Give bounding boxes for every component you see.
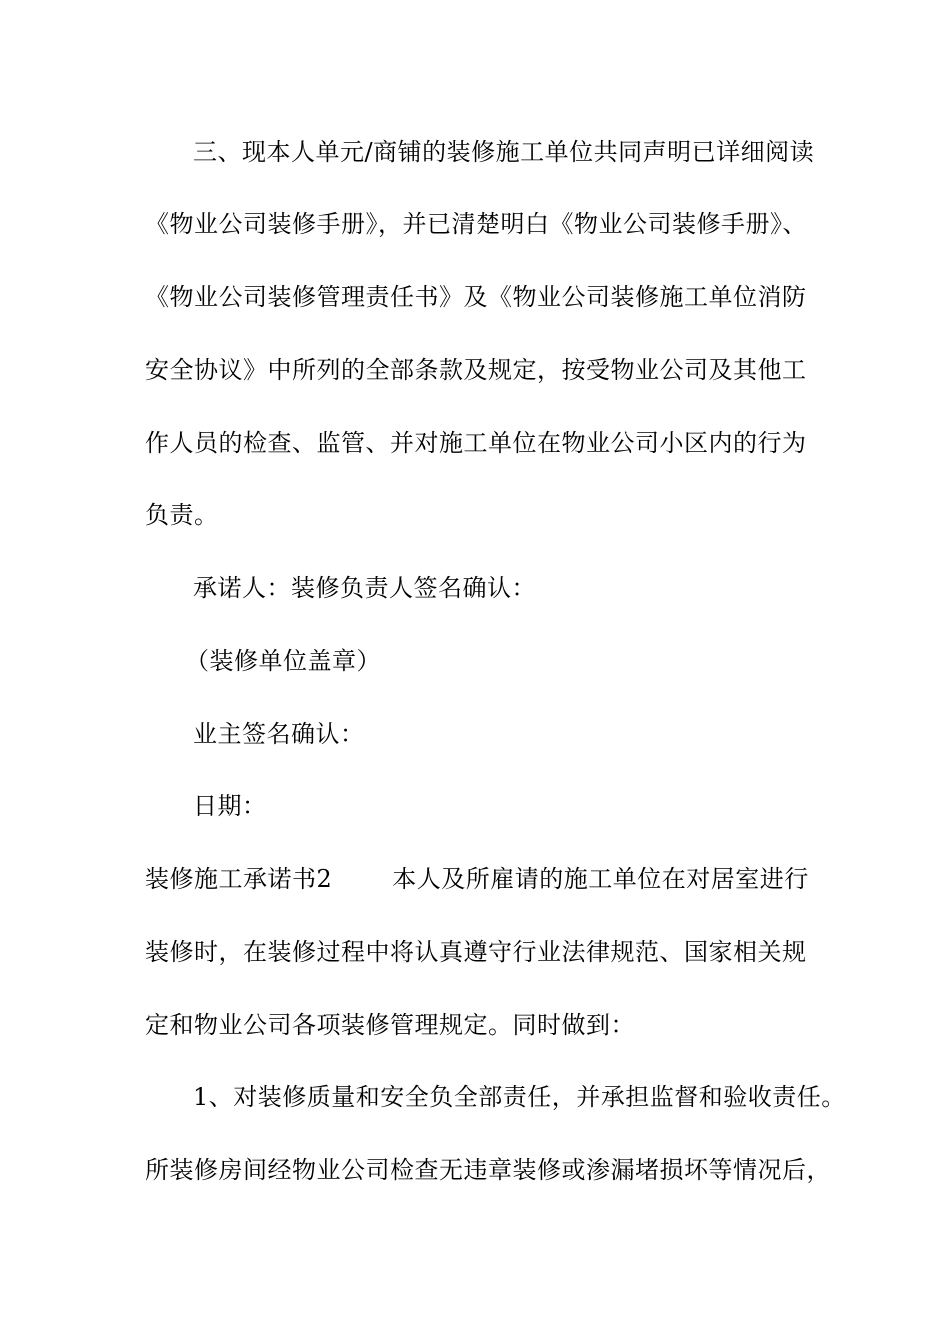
paragraph-3-line-6: 负责。 [145, 501, 219, 529]
section-line-3: 定和物业公司各项装修管理规定。同时做到： [145, 1011, 635, 1039]
section-line-5: 所装修房间经物业公司检查无违章装修或渗漏堵损坏等情况后， [145, 1156, 831, 1184]
paragraph-3-line-5: 作人员的检查、监管、并对施工单位在物业公司小区内的行为 [145, 429, 807, 457]
promisor-signature-line: 承诺人：装修负责人签名确认： [193, 574, 536, 602]
section-title: 装修施工承诺书2 [145, 865, 333, 893]
section-heading-line [145, 864, 809, 894]
paragraph-3-line-4: 安全协议》中所列的全部条款及规定，按受物业公司及其他工 [145, 356, 807, 384]
paragraph-3-line-1: 三、现本人单元/商铺的装修施工单位共同声明已详细阅读 [193, 138, 815, 166]
owner-signature-line: 业主签名确认： [193, 720, 365, 748]
paragraph-3-line-3: 《物业公司装修管理责任书》及《物业公司装修施工单位消防 [145, 283, 807, 311]
section-line-2: 装修时，在装修过程中将认真遵守行业法律规范、国家相关规 [145, 938, 807, 966]
company-seal-line: （装修单位盖章） [185, 647, 381, 675]
paragraph-3-line-2: 《物业公司装修手册》，并已清楚明白《物业公司装修手册》、 [145, 210, 807, 238]
section-line-4: 1、对装修质量和安全负全部责任，并承担监督和验收责任。 [193, 1083, 846, 1111]
date-line: 日期： [193, 792, 267, 820]
section-line-1: 本人及所雇请的施工单位在对居室进行 [392, 865, 809, 893]
